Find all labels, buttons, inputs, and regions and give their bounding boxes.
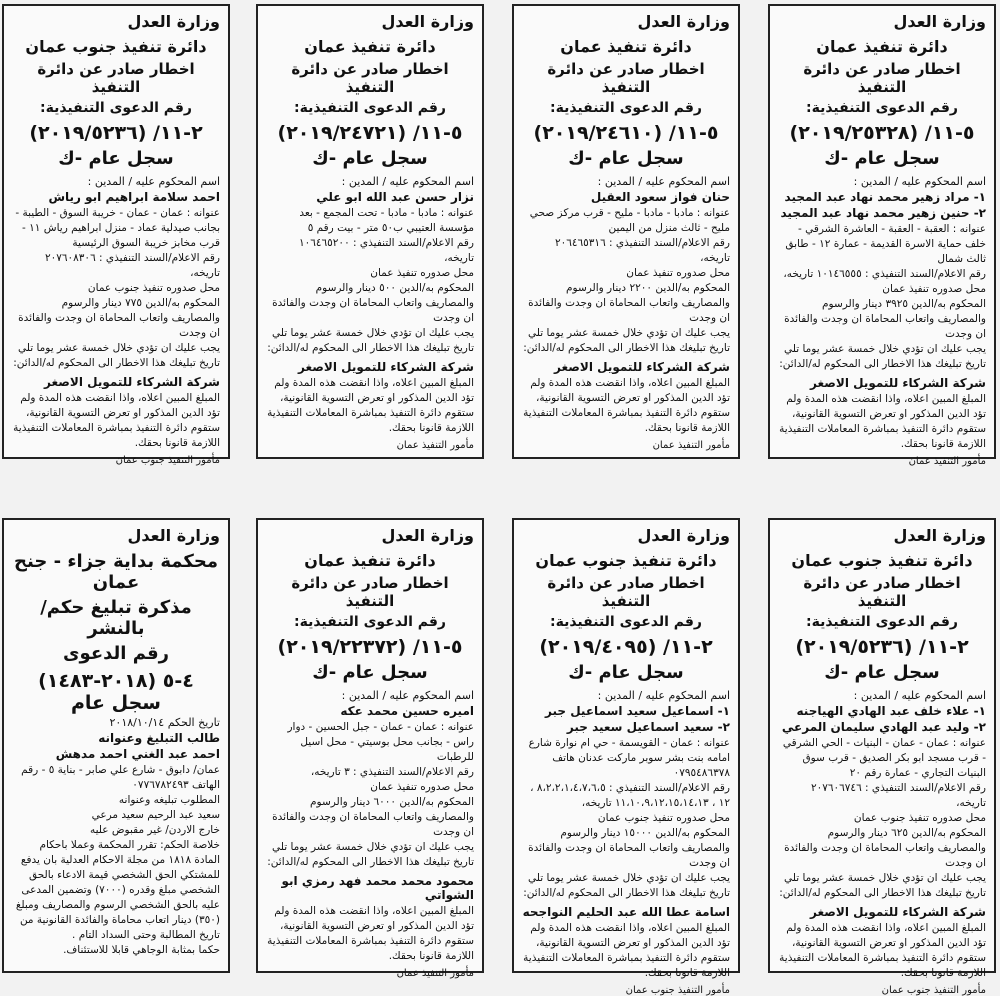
notice-title: اخطار صادر عن دائرة التنفيذ: [803, 574, 961, 610]
department-name: دائرة تنفيذ جنوب عمان: [535, 551, 717, 570]
notice-text-line: المحكوم به/الدين ١٥٠٠٠ دينار والرسوم والمصاريف واتعاب المحاماة ان وجدت والفائدة ان وجدت: [528, 827, 730, 869]
notice-text-line: المحكوم به/الدين ٦٠٠٠ دينار والرسوم والمصاريف واتعاب المحاماة ان وجدت والفائدة ان وجدت: [272, 796, 474, 838]
notice-text-line: يجب عليك ان تؤدي خلال خمسة عشر يوما تلي تاريخ تبليغك هذا الاخطار الى المحكوم له/الدائن:: [13, 342, 220, 369]
legal-notice: [768, 4, 996, 467]
closing-text: المبلغ المبين اعلاه، واذا انقضت هذه المدة ولم تؤد الدين المذكور او تعرض التسوية القانونية، ستقوم دائرة التنفيذ بمباشرة المعاملات التنفيذية اللازمة قانونا بحقك.: [523, 922, 730, 979]
debtor-label: اسم المحكوم عليه / المدين :: [853, 175, 986, 188]
footer-signature: مأمور التنفيذ عمان: [396, 968, 474, 979]
notice-title: اخطار صادر عن دائرة التنفيذ: [547, 60, 705, 96]
notice-text-line: رقم الاعلام/السند التنفيذي : ٨،٢،٢،١،٤،٧،٦،٥ ، ١٢ ، ١١،١٠،٩،١٢،١٥،١٤،١٣ تاريخه،: [530, 782, 730, 809]
party-name: اميره حسين محمد عكه: [340, 704, 474, 718]
claim-label: رقم الدعوى التنفيذية:: [550, 614, 702, 630]
case-number: ٤-٥ (٢٠١٨-١٤٨٣) سجل عام: [38, 670, 194, 714]
debtor-label: اسم المحكوم عليه / المدين :: [87, 175, 220, 188]
notice-title: مذكرة تبليغ حكم/ بالنشر: [40, 597, 192, 639]
notice-text-line: محل صدوره تنفيذ جنوب عمان: [597, 812, 730, 824]
notice-text-line: عنوانه : مادبا - مادبا - مليح - قرب مركز صحي مليح - ثالث منزل من اليمين: [529, 207, 730, 234]
case-number: ٢-١١/ (٢٠١٩/٥٢٣٦): [29, 122, 203, 144]
closing-text: المبلغ المبين اعلاه، واذا انقضت هذه المدة ولم تؤد الدين المذكور او تعرض التسوية القانونية، ستقوم دائرة التنفيذ بمباشرة المعاملات التنفيذية اللازمة قانونا بحقك.: [13, 392, 220, 449]
notice-text-line: المحكوم به/الدين ٣٩٢٥ دينار والرسوم والمصاريف واتعاب المحاماة ان وجدت والفائدة ان وجدت: [784, 298, 986, 340]
notice-text-line: المطلوب تبليغه وعنوانه: [118, 794, 220, 806]
notice-text-line: محل صدوره تنفيذ جنوب عمان: [87, 282, 220, 294]
creditor-name: شركة الشركاء للتمويل الاصغر: [810, 376, 986, 390]
notice-text-line: رقم الاعلام/السند التنفيذي : ٣ تاريخه،: [310, 766, 474, 778]
debtor-label: اسم المحكوم عليه / المدين :: [597, 175, 730, 188]
notice-text-line: عنوانه : عمان - القويسمة - حي ام نوارة شارع امامه بنت بشر سوبر ماركت عدنان هاتف ٠٧٩٥٤٨٦٣٧٨: [528, 737, 730, 779]
notice-text-line: المحكوم به/الدين ٦٢٥ دينار والرسوم والمصاريف واتعاب المحاماة ان وجدت والفائدة ان وجدت: [784, 827, 986, 869]
record-type: سجل عام -ك: [312, 148, 428, 169]
party-name: طالب التبليغ وعنوانه: [98, 731, 220, 745]
legal-notice: [256, 518, 484, 979]
ministry-heading: وزارة العدل: [637, 12, 730, 31]
footer-signature: مأمور التنفيذ عمان: [908, 456, 986, 467]
notice-text-line: محل صدوره تنفيذ عمان: [882, 283, 986, 295]
notice-text-line: خلاصة الحكم: تقرر المحكمة وعملا باحكام المادة ١٨١٨ من مجلة الاحكام العدلية بان يدفع للمشتكي الحق الشخصي قيمة الادعاء بالحق الشخصي مبلغ وقدره (٧٠٠٠) وتضمين المدعى عليه بالحق الشخصي الرسوم والمصاريف ومبلغ (٣٥٠) دينار اتعاب محاماة والفائدة القانونية من تاريخ المطالبة وحتى السداد التام .: [15, 839, 220, 941]
claim-label: رقم الدعوى: [63, 643, 169, 664]
notice-title: اخطار صادر عن دائرة التنفيذ: [803, 60, 961, 96]
ministry-heading: وزارة العدل: [127, 526, 220, 545]
legal-notice: [2, 518, 230, 973]
notice-text-line: محل صدوره تنفيذ جنوب عمان: [853, 812, 986, 824]
notice-text-line: عنوانه : عمان - عمان - جبل الحسين - دوار راس - بجانب محل بوسيتي - محل اسيل للرطبات: [287, 721, 474, 763]
notice-text-line: عنوانه : عمان - عمان - خريبة السوق - الطيبة - بجانب صيدلية عماد - منزل ابراهيم رياش ١١ - قرب مخابز خريبة السوق الرئيسية: [15, 207, 220, 249]
notice-text-line: رقم الاعلام/السند التنفيذي : ٢٠٧٦٠٨٣٠٦ تاريخه،: [44, 252, 220, 279]
case-number: ٥-١١/ (٢٠١٩/٢٤٧٢١): [277, 122, 463, 144]
notice-text-line: سعيد عبد الرحيم سعيد مرعي: [91, 809, 220, 821]
ministry-heading: وزارة العدل: [893, 526, 986, 545]
debtor-label: اسم المحكوم عليه / المدين :: [853, 689, 986, 702]
party-name: ١- مراد زهير محمد نهاد عبد المجيد: [784, 190, 986, 204]
notice-text-line: عنوانه : العقبة - العقبة - العاشرة الشرقي - خلف حماية الاسرة القديمة - عمارة ١٢ - طابق ثالث شمال: [785, 223, 986, 265]
claim-label: رقم الدعوى التنفيذية:: [40, 100, 192, 116]
notice-text-line: عنوانه : مادبا - مادبا - تحت المجمع - بعد مؤسسة العتيبي ب٥٠ متر - بيت رقم ٥: [299, 207, 474, 234]
claim-label: رقم الدعوى التنفيذية:: [806, 100, 958, 116]
notice-text-line: محل صدوره تنفيذ عمان: [626, 267, 730, 279]
debtor-label: اسم المحكوم عليه / المدين :: [341, 689, 474, 702]
debtor-label: اسم المحكوم عليه / المدين :: [597, 689, 730, 702]
record-type: سجل عام -ك: [312, 662, 428, 683]
legal-notice: [256, 4, 484, 459]
ministry-heading: وزارة العدل: [381, 526, 474, 545]
notice-title: اخطار صادر عن دائرة التنفيذ: [37, 60, 195, 96]
closing-text: المبلغ المبين اعلاه، واذا انقضت هذه المدة ولم تؤد الدين المذكور او تعرض التسوية القانونية، ستقوم دائرة التنفيذ بمباشرة المعاملات التنفيذية اللازمة قانونا بحقك.: [267, 905, 474, 962]
notice-title: اخطار صادر عن دائرة التنفيذ: [547, 574, 705, 610]
department-name: دائرة تنفيذ عمان: [560, 37, 692, 56]
notice-text-line: يجب عليك ان تؤدي خلال خمسة عشر يوما تلي تاريخ تبليغك هذا الاخطار الى المحكوم له/الدائن:: [779, 343, 986, 370]
closing-text: المبلغ المبين اعلاه، واذا انقضت هذه المدة ولم تؤد الدين المذكور او تعرض التسوية القانونية، ستقوم دائرة التنفيذ بمباشرة المعاملات التنفيذية اللازمة قانونا بحقك.: [267, 377, 474, 434]
party-name: ٢- وليد عبد الهادي سليمان المرعي: [781, 720, 986, 734]
notice-text-line: عمان/ دابوق - شارع علي صابر - بناية ٥ - رقم الهاتف ٠٧٧٦٧٨٢٤٩٣: [21, 764, 220, 791]
party-name: احمد عبد الغني احمد مدهش: [55, 747, 220, 761]
department-name: دائرة تنفيذ عمان: [304, 551, 436, 570]
party-name: حنان فواز سعود العقيل: [590, 190, 730, 204]
legal-notice: [512, 4, 740, 459]
legal-notice: [512, 518, 740, 996]
notice-text-line: خارج الاردن/ غير مقبوض عليه: [89, 824, 220, 836]
notice-text-line: يجب عليك ان تؤدي خلال خمسة عشر يوما تلي تاريخ تبليغك هذا الاخطار الى المحكوم له/الدائن:: [267, 841, 474, 868]
notice-text-line: يجب عليك ان تؤدي خلال خمسة عشر يوما تلي تاريخ تبليغك هذا الاخطار الى المحكوم له/الدائن:: [267, 327, 474, 354]
creditor-name: شركة الشركاء للتمويل الاصغر: [44, 375, 220, 389]
creditor-name: اسامة عطا الله عبد الحليم النواجحه: [522, 905, 730, 919]
notice-text-line: محل صدوره تنفيذ عمان: [370, 267, 474, 279]
ministry-heading: وزارة العدل: [381, 12, 474, 31]
debtor-label: اسم المحكوم عليه / المدين :: [341, 175, 474, 188]
closing-text: حكما بمثابة الوجاهي قابلا للاستئناف.: [63, 944, 220, 956]
notice-text-line: رقم الاعلام/السند التنفيذي : ١٠٦٤٦٥٢٠٠ تاريخه،: [298, 237, 474, 264]
party-name: ١- علاء خلف عبد الهادي الهياجنه: [796, 704, 986, 718]
creditor-name: شركة الشركاء للتمويل الاصغر: [298, 360, 474, 374]
ministry-heading: وزارة العدل: [127, 12, 220, 31]
ministry-heading: وزارة العدل: [637, 526, 730, 545]
case-number: ٥-١١/ (٢٠١٩/٢٢٣٧٢): [277, 636, 463, 658]
case-number: ٢-١١/ (٢٠١٩/٤٠٩٥): [539, 636, 713, 658]
notice-title: اخطار صادر عن دائرة التنفيذ: [291, 60, 449, 96]
party-name: ٢- حنين زهير محمد نهاد عبد المجيد: [780, 206, 986, 220]
notice-text-line: المحكوم به/الدين ٢٢٠٠ دينار والرسوم والمصاريف واتعاب المحاماة ان وجدت والفائدة ان وجدت: [528, 282, 730, 324]
notice-text-line: يجب عليك ان تؤدي خلال خمسة عشر يوما تلي تاريخ تبليغك هذا الاخطار الى المحكوم له/الدائن:: [779, 872, 986, 899]
department-name: دائرة تنفيذ جنوب عمان: [25, 37, 207, 56]
case-number: ٥-١١/ (٢٠١٩/٢٤٦١٠): [533, 122, 719, 144]
record-type: سجل عام -ك: [568, 662, 684, 683]
department-name: دائرة تنفيذ عمان: [304, 37, 436, 56]
notice-text-line: عنوانه : عمان - عمان - البنيات - الحي الشرقي - قرب مسجد ابو بكر الصديق - قرب سوق البنيات التجاري - عمارة رقم ٢٠: [782, 737, 986, 779]
record-type: سجل عام -ك: [568, 148, 684, 169]
creditor-name: شركة الشركاء للتمويل الاصغر: [554, 360, 730, 374]
notice-text-line: رقم الاعلام/السند التنفيذي : ٢٠٦٤٦٥٣١٦ تاريخه،: [554, 237, 730, 264]
footer-signature: مأمور التنفيذ جنوب عمان: [881, 985, 986, 996]
party-name: ٢- سعيد اسماعيل سعيد جبر: [566, 720, 730, 734]
claim-label: رقم الدعوى التنفيذية:: [294, 100, 446, 116]
notice-text-line: المحكوم به/الدين ٧٧٥ دينار والرسوم والمصاريف واتعاب المحاماة ان وجدت والفائدة ان وجدت: [18, 297, 220, 339]
party-name: ١- اسماعيل سعيد اسماعيل جبر: [545, 704, 730, 718]
creditor-name: محمود محمد محمد فهد رمزي ابو الشواتي: [281, 874, 474, 902]
record-type: سجل عام -ك: [58, 148, 174, 169]
notice-text-line: يجب عليك ان تؤدي خلال خمسة عشر يوما تلي تاريخ تبليغك هذا الاخطار الى المحكوم له/الدائن:: [523, 327, 730, 354]
debtor-label: تاريخ الحكم ٢٠١٨/١٠/١٤: [109, 716, 220, 729]
footer-signature: مأمور التنفيذ جنوب عمان: [625, 985, 730, 996]
creditor-name: شركة الشركاء للتمويل الاصغر: [810, 905, 986, 919]
case-number: ٢-١١/ (٢٠١٩/٥٢٣٦): [795, 636, 969, 658]
claim-label: رقم الدعوى التنفيذية:: [550, 100, 702, 116]
claim-label: رقم الدعوى التنفيذية:: [294, 614, 446, 630]
record-type: سجل عام -ك: [824, 148, 940, 169]
department-name: دائرة تنفيذ جنوب عمان: [791, 551, 973, 570]
legal-notice: [2, 4, 230, 466]
ministry-heading: وزارة العدل: [893, 12, 986, 31]
notice-text-line: المحكوم به/الدين ٥٠٠ دينار والرسوم والمصاريف واتعاب المحاماة ان وجدت والفائدة ان وجدت: [272, 282, 474, 324]
footer-signature: مأمور التنفيذ عمان: [396, 440, 474, 451]
closing-text: المبلغ المبين اعلاه، واذا انقضت هذه المدة ولم تؤد الدين المذكور او تعرض التسوية القانونية، ستقوم دائرة التنفيذ بمباشرة المعاملات التنفيذية اللازمة قانونا بحقك.: [779, 922, 986, 979]
record-type: سجل عام -ك: [824, 662, 940, 683]
closing-text: المبلغ المبين اعلاه، واذا انقضت هذه المدة ولم تؤد الدين المذكور او تعرض التسوية القانونية، ستقوم دائرة التنفيذ بمباشرة المعاملات التنفيذية اللازمة قانونا بحقك.: [779, 393, 986, 450]
claim-label: رقم الدعوى التنفيذية:: [806, 614, 958, 630]
department-name: محكمة بداية جزاء - جنح عمان: [14, 551, 218, 593]
notice-title: اخطار صادر عن دائرة التنفيذ: [291, 574, 449, 610]
case-number: ٥-١١/ (٢٠١٩/٢٥٣٢٨): [789, 122, 975, 144]
party-name: نزار حسن عبد الله ابو علي: [316, 190, 474, 204]
notice-text-line: رقم الاعلام/السند التنفيذي : ٢٠٧٦٠٦٧٤٦ تاريخه،: [810, 782, 986, 809]
closing-text: المبلغ المبين اعلاه، واذا انقضت هذه المدة ولم تؤد الدين المذكور او تعرض التسوية القانونية، ستقوم دائرة التنفيذ بمباشرة المعاملات التنفيذية اللازمة قانونا بحقك.: [523, 377, 730, 434]
notice-text-line: رقم الاعلام/السند التنفيذي : ١٠١٤٦٥٥٥ تاريخه،: [783, 268, 986, 280]
notice-text-line: محل صدوره تنفيذ عمان: [370, 781, 474, 793]
notice-text-line: يجب عليك ان تؤدي خلال خمسة عشر يوما تلي تاريخ تبليغك هذا الاخطار الى المحكوم له/الدائن:: [523, 872, 730, 899]
party-name: احمد سلامة ابراهيم ابو رياش: [48, 190, 220, 204]
footer-signature: مأمور التنفيذ جنوب عمان: [115, 455, 220, 466]
department-name: دائرة تنفيذ عمان: [816, 37, 948, 56]
footer-signature: مأمور التنفيذ عمان: [652, 440, 730, 451]
legal-notice: [768, 518, 996, 996]
